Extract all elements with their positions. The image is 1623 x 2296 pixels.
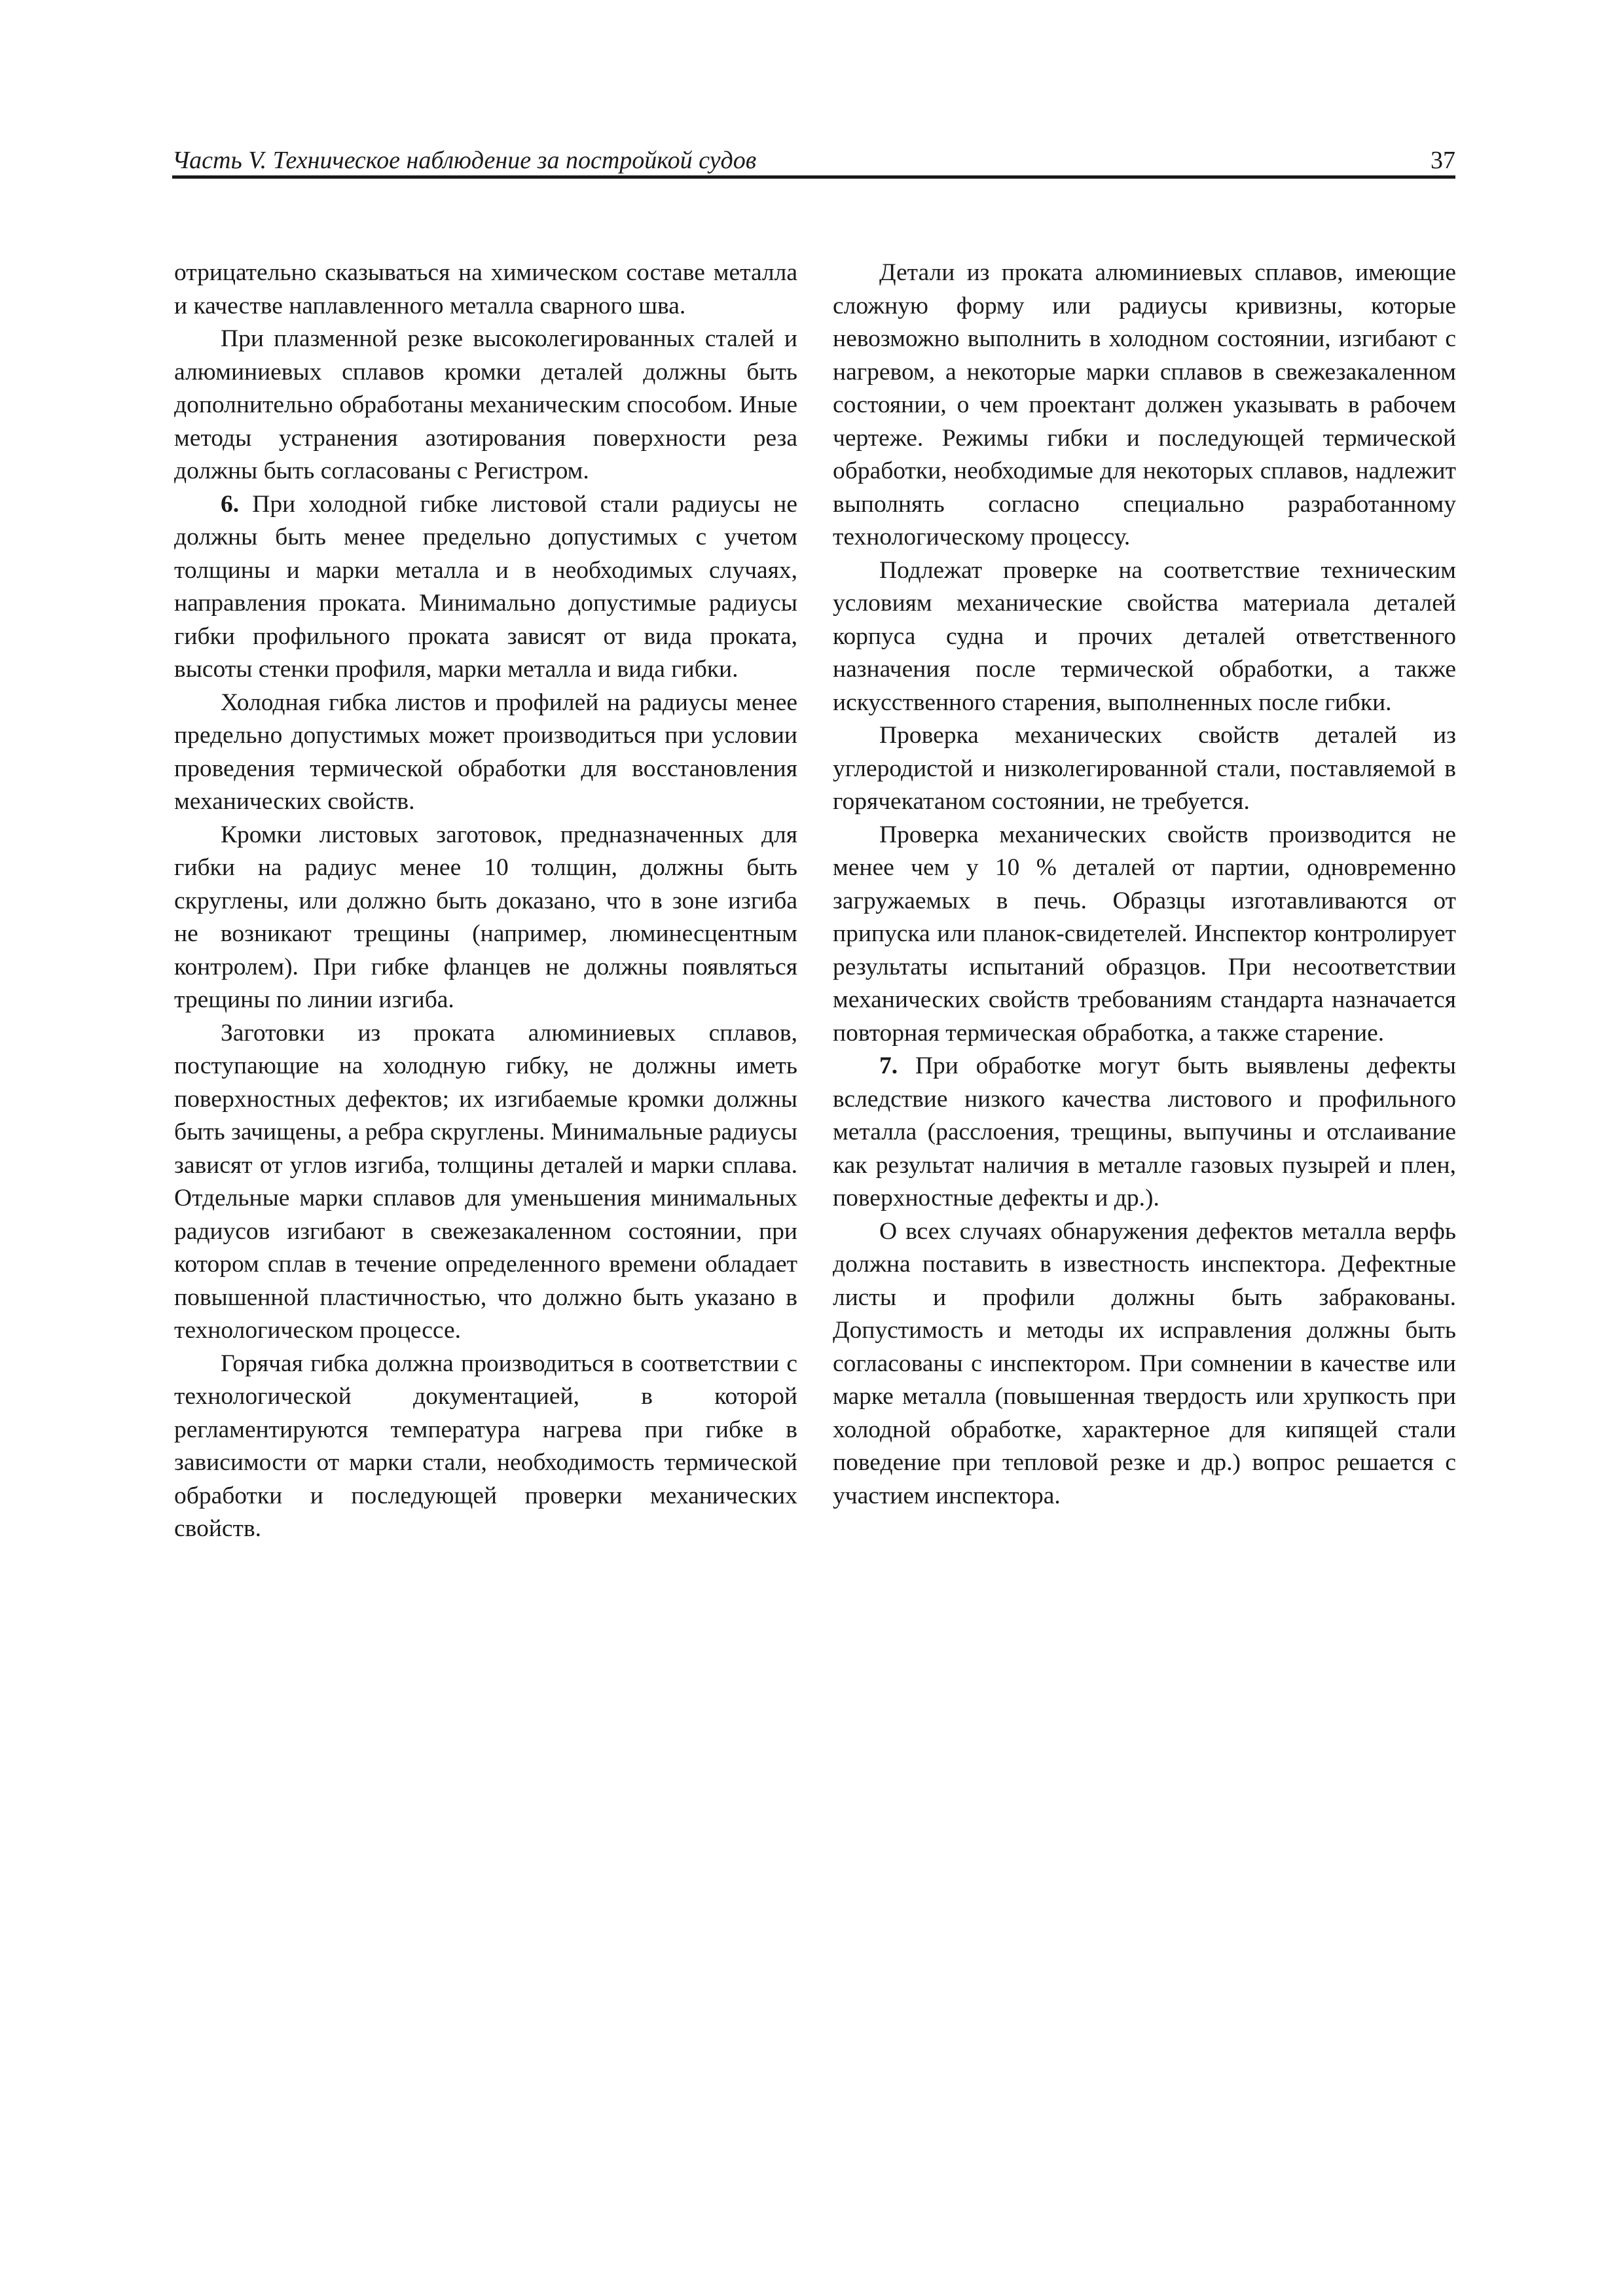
header-title: Часть V. Техническое наблюдение за постройкой судов xyxy=(172,147,757,174)
paragraph: Горячая гибка должна производиться в соответствии с технологической документацией, в которой регламентируются температура нагрева при гибке в зависимости от марки стали, необходимость термической обработки и последующей проверки механических свойств. xyxy=(174,1350,797,1542)
paragraph: Заготовки из проката алюминиевых сплавов, поступающие на холодную гибку, не должны иметь поверхностных дефектов; их изгибаемые кромки должны быть зачищены, а ребра скруглены. Минимальные радиусы зависят от углов изгиба, толщины деталей и марки сплава. Отдельные марки сплавов для уменьшения минимальных радиусов изгибают в свежезакаленном состоянии, при котором сплав в течение определенного времени обладает повышенной пластичностью, что должно быть указано в технологическом процессе. xyxy=(174,1019,797,1344)
left-column xyxy=(174,257,797,1546)
page-number: 37 xyxy=(1431,147,1455,174)
paragraph: Холодная гибка листов и профилей на радиусы менее предельно допустимых может производиться при условии проведения термической обработки для восстановления механических свойств. xyxy=(174,689,797,815)
paragraph: Проверка механических свойств деталей из углеродистой и низколегированной стали, поставляемой в горячекатаном состоянии, не требуется. xyxy=(833,722,1456,815)
running-header xyxy=(172,145,1455,179)
paragraph xyxy=(174,488,797,687)
paragraph: Подлежат проверке на соответствие техническим условиям механические свойства материала деталей корпуса судна и прочих деталей ответственного назначения после термической обработки, а также искусственного старения, выполненных после гибки. xyxy=(833,556,1456,716)
paragraph-text: При обработке могут быть выявлены дефекты вследствие низкого качества листового и профильного металла (расслоения, трещины, выпучины и отслаивание как результат наличия в металле газовых пузырей и плен, поверхностные дефекты и др.). xyxy=(833,1052,1456,1211)
section-number: 6. xyxy=(221,490,240,518)
paragraph-text: При холодной гибке листовой стали радиусы не должны быть менее предельно допустимых с учетом толщины и марки металла и в необходимых случаях, направления проката. Минимально допустимые радиусы гибки профильного проката зависят от вида проката, высоты стенки профиля, марки металла и вида гибки. xyxy=(174,490,797,683)
paragraph xyxy=(833,1050,1456,1215)
paragraph: При плазменной резке высоколегированных сталей и алюминиевых сплавов кромки деталей должны быть дополнительно обработаны механическим способом. Иные методы устранения азотирования поверхности реза должны быть согласованы с Регистром. xyxy=(174,325,797,484)
section-number: 7. xyxy=(879,1052,898,1079)
paragraph: Кромки листовых заготовок, предназначенных для гибки на радиус менее 10 толщин, должны быть скруглены, или должно быть доказано, что в зоне изгиба не возникают трещины (например, люминесцентным контролем). При гибке фланцев не должны появляться трещины по линии изгиба. xyxy=(174,821,797,1013)
paragraph: Проверка механических свойств производится не менее чем у 10 % деталей от партии, одновременно загружаемых в печь. Образцы изготавливаются от припуска или планок-свидетелей. Инспектор контролирует результаты испытаний образцов. При несоответствии механических свойств требованиям стандарта назначается повторная термическая обработка, а также старение. xyxy=(833,821,1456,1047)
paragraph: О всех случаях обнаружения дефектов металла верфь должна поставить в известность инспектора. Дефектные листы и профили должны быть забракованы. Допустимость и методы их исправления должны быть согласованы с инспектором. При сомнении в качестве или марке металла (повышенная твердость или хрупкость при холодной обработке, характерное для кипящей стали поведение при тепловой резке и др.) вопрос решается с участием инспектора. xyxy=(833,1217,1456,1509)
paragraph: отрицательно сказываться на химическом составе металла и качестве наплавленного металла сварного шва. xyxy=(174,259,797,319)
paragraph: Детали из проката алюминиевых сплавов, имеющие сложную форму или радиусы кривизны, которые невозможно выполнить в холодном состоянии, изгибают с нагревом, а некоторые марки сплавов в свежезакаленном состоянии, о чем проектант должен указывать в рабочем чертеже. Режимы гибки и последующей термической обработки, необходимые для некоторых сплавов, надлежит выполнять согласно специально разработанному технологическому процессу. xyxy=(833,259,1456,550)
right-column xyxy=(833,257,1456,1513)
